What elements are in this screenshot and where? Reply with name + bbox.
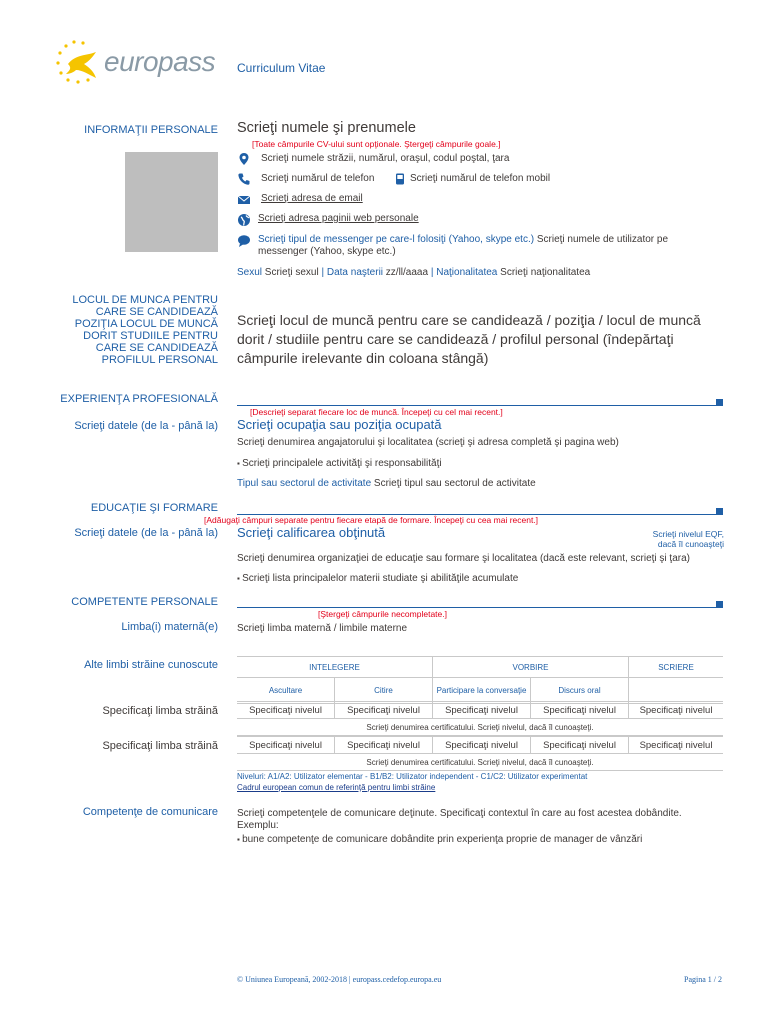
nationality-value: Scrieţi naţionalitatea <box>500 267 591 278</box>
level-production: Specificaţi nivelul <box>531 702 629 719</box>
communication-bullet: ▪ bune competenţe de comunicare dobândite prin experienţa proprie de manager de vânzări <box>237 834 642 845</box>
language-row <box>237 736 723 771</box>
phone-icon <box>237 172 251 186</box>
messenger-type: Scrieţi tipul de messenger pe care-l folosiţi (Yahoo, skype etc.) <box>258 234 535 245</box>
document-title: Curriculum Vitae <box>237 61 326 75</box>
logo-text: europass <box>104 46 216 77</box>
birth-value: zz/ll/aaaa <box>385 267 429 278</box>
experience-dates: Scrieţi datele (de la - până la) <box>74 420 218 432</box>
level-interaction: Specificaţi nivelul <box>433 702 531 719</box>
employer-field: Scrieţi denumirea angajatorului şi localitatea (scrieţi şi adresa completă şi pagina web) <box>237 437 619 448</box>
language-row <box>237 701 723 736</box>
section-marker <box>716 508 723 515</box>
education-hint: [Adăugaţi câmpuri separate pentru fiecare etapă de formare. Începeţi cu cea mai recent.] <box>204 515 539 525</box>
certificate-field: Scrieţi denumirea certificatului. Scrieţi nivelul, dacă îl cunoaşteţi. <box>237 719 723 736</box>
language-label: Specificaţi limba străină <box>102 705 218 717</box>
messenger-icon <box>237 234 251 248</box>
web-icon <box>237 213 251 227</box>
organisation-field: Scrieţi denumirea organizaţiei de educaţie sau formare şi localitatea (dacă este relevant, scrieţi şi ţara) <box>237 553 690 564</box>
address-field: Scrieţi numele străzii, numărul, oraşul, codul poştal, ţara <box>261 153 510 164</box>
header-listening: Ascultare <box>237 678 335 704</box>
personal-hint: [Toate câmpurile CV-ului sunt opţionale. Ştergeţi câmpurile goale.] <box>252 139 501 149</box>
nationality-label: Naţionalitatea <box>436 267 498 278</box>
email-icon <box>237 193 251 207</box>
web-field[interactable]: Scrieţi adresa paginii web personale <box>258 213 419 224</box>
levels-note: Niveluri: A1/A2: Utilizator elementar - B1/B2: Utilizator independent - C1/C2: Utilizator experimentat <box>237 772 588 781</box>
level-listening: Specificaţi nivelul <box>237 737 335 754</box>
level-writing: Specificaţi nivelul <box>629 737 724 754</box>
level-interaction: Specificaţi nivelul <box>433 737 531 754</box>
section-education: EDUCAŢIE ŞI FORMARE <box>90 502 218 514</box>
separator: | <box>321 267 325 278</box>
email-field[interactable]: Scrieţi adresa de email <box>261 193 363 204</box>
separator: | <box>430 267 434 278</box>
personal-details-line <box>237 267 590 278</box>
messenger-username: Scrieţi numele de utilizator pe messenger (Yahoo, skype etc.) <box>258 234 669 257</box>
sex-value: Scrieţi sexul <box>264 267 319 278</box>
level-production: Specificaţi nivelul <box>531 737 629 754</box>
cefr-link[interactable]: Cadrul european comun de referinţă pentru limbi străine <box>237 783 436 792</box>
section-job-applied: LOCUL DE MUNCA PENTRU CARE SE CANDIDEAZĂ POZIŢIA LOCUL DE MUNCĂ DORIT STUDIILE PENTRU CARE SE CANDIDEAZĂ PROFILUL PERSONAL <box>72 294 218 366</box>
sector-label: Tipul sau sectorul de activitate <box>237 478 372 489</box>
birth-label: Data naşterii <box>326 267 384 278</box>
location-icon <box>237 152 251 166</box>
section-work-experience: EXPERIENŢA PROFESIONALĂ <box>60 393 218 405</box>
job-applied-text: Scrieţi locul de muncă pentru care se candidează / poziţia / locul de muncă dorit / studiile pentru care se candidează / profilul personal (îndepărtaţi câmpurile irelevante din coloana stângă) <box>237 312 701 366</box>
mother-tongue-label: Limba(i) maternă(e) <box>121 621 218 633</box>
section-marker <box>716 399 723 406</box>
experience-hint: [Descrieţi separat fiecare loc de muncă. Începeţi cu cel mai recent.] <box>250 407 503 417</box>
eqf-level: Scrieţi nivelul EQF, dacă îl cunoaşteţi <box>652 529 724 549</box>
activities-bullet: ▪ Scrieţi principalele activităţi şi responsabilităţi <box>237 458 442 469</box>
section-personal-info: INFORMAŢII PERSONALE <box>84 124 218 136</box>
certificate-field: Scrieţi denumirea certificatului. Scrieţi nivelul, dacă îl cunoaşteţi. <box>237 754 723 771</box>
europass-star-figure-icon <box>52 38 112 88</box>
mobile-field: Scrieţi numărul de telefon mobil <box>410 173 551 184</box>
header-reading: Citire <box>335 678 433 704</box>
photo-placeholder <box>125 152 218 252</box>
sector-line <box>237 478 536 489</box>
communication-label: Competenţe de comunicare <box>82 806 218 818</box>
header-writing: SCRIERE <box>629 657 724 678</box>
skills-hint: [Ştergeţi câmpurile necompletate.] <box>318 609 447 619</box>
phone-field: Scrieţi numărul de telefon <box>261 173 375 184</box>
header-empty <box>629 678 724 704</box>
europass-logo <box>52 38 222 88</box>
level-writing: Specificaţi nivelul <box>629 702 724 719</box>
education-dates: Scrieţi datele (de la - până la) <box>74 527 218 539</box>
section-divider <box>237 607 717 608</box>
mother-tongue-value: Scrieţi limba maternă / limbile materne <box>237 623 408 634</box>
occupation-field: Scrieţi ocupaţia sau poziţia ocupată <box>237 417 442 432</box>
level-reading: Specificaţi nivelul <box>335 737 433 754</box>
header-interaction: Participare la conversaţie <box>433 678 531 704</box>
language-label: Specificaţi limba străină <box>102 740 218 752</box>
sex-label: Sexul <box>237 267 263 278</box>
mobile-phone-icon <box>395 173 405 185</box>
languages-table <box>237 656 723 704</box>
section-marker <box>716 601 723 608</box>
header-speaking: VORBIRE <box>433 657 629 678</box>
qualification-field: Scrieţi calificarea obţinută <box>237 525 386 540</box>
name-field: Scrieţi numele şi prenumele <box>237 120 416 136</box>
subjects-bullet: ▪ Scrieţi lista principalelor materii studiate şi abilităţile acumulate <box>237 573 518 584</box>
messenger-block <box>258 234 718 258</box>
footer-page-number: Pagina 1 / 2 <box>684 975 722 984</box>
header-production: Discurs oral <box>531 678 629 704</box>
sector-value: Scrieţi tipul sau sectorul de activitate <box>373 478 536 489</box>
level-reading: Specificaţi nivelul <box>335 702 433 719</box>
level-listening: Specificaţi nivelul <box>237 702 335 719</box>
section-personal-skills: COMPETENTE PERSONALE <box>71 596 218 608</box>
header-understanding: INTELEGERE <box>237 657 433 678</box>
communication-text: Scrieţi competenţele de comunicare deţinute. Specificaţi contextul în care au fost acestea dobândite. Exemplu: <box>237 808 682 831</box>
footer-copyright: © Uniunea Europeană, 2002-2018 | europass.cedefop.europa.eu <box>237 975 442 984</box>
section-divider <box>237 405 717 406</box>
other-languages-label: Alte limbi străine cunoscute <box>84 659 218 671</box>
